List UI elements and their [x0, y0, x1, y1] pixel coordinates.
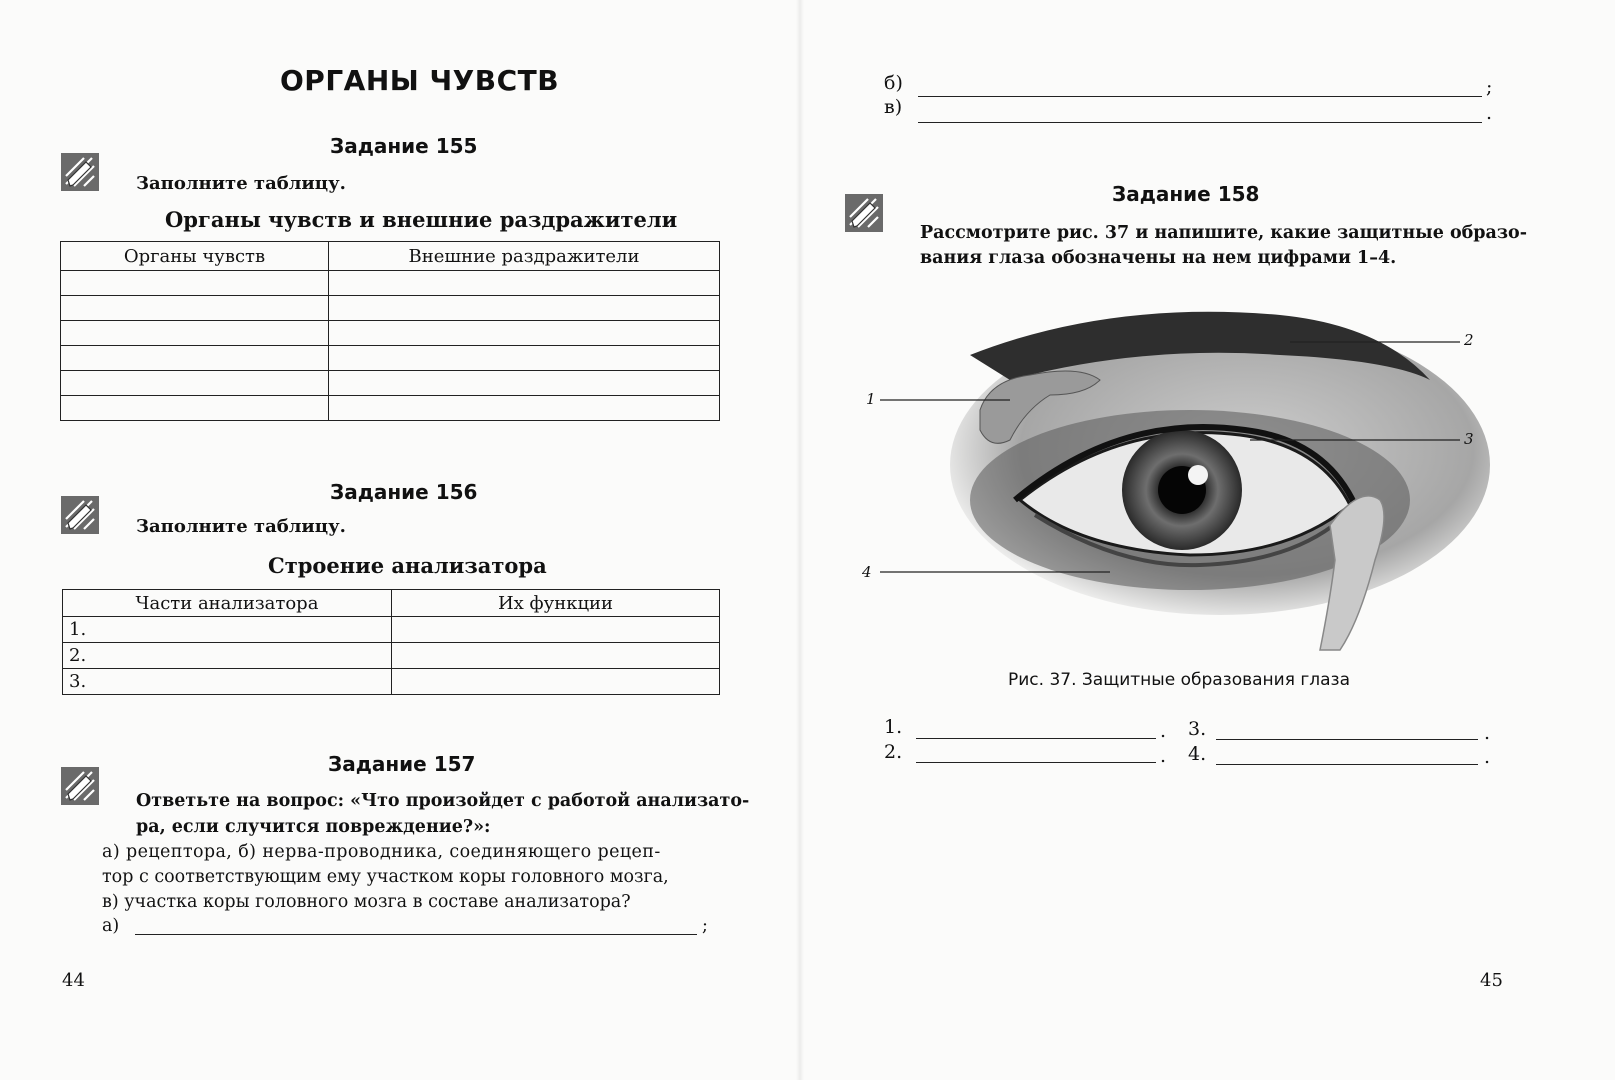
answer-v-line[interactable]: [918, 122, 1482, 123]
task-157-body-line1: а) рецептора, б) нерва-проводника, соединяющего рецеп-: [102, 842, 661, 862]
analyzer-table: [62, 589, 720, 695]
table-cell[interactable]: [61, 271, 329, 296]
answer-2-line[interactable]: [916, 762, 1156, 763]
page-number-right: 45: [1480, 970, 1503, 991]
answer-1-line[interactable]: [916, 738, 1156, 739]
table-row: [61, 271, 720, 296]
answer-1-end: .: [1160, 720, 1167, 742]
pencil-task-icon: [60, 766, 100, 806]
task-157-question-line1: Ответьте на вопрос: «Что произойдет с работой анализато-: [136, 791, 750, 811]
table-cell[interactable]: [329, 371, 720, 396]
task-156-instruction: Заполните таблицу.: [136, 516, 346, 537]
table-header-row: [61, 242, 720, 271]
table-cell[interactable]: [61, 371, 329, 396]
table-cell[interactable]: [61, 346, 329, 371]
answer-a-line[interactable]: [135, 934, 697, 935]
table-cell[interactable]: [61, 321, 329, 346]
figure-caption: Рис. 37. Защитные образования глаза: [1008, 670, 1351, 690]
table-row: [63, 669, 720, 695]
column-header: Их функции: [392, 590, 720, 617]
callout-label-4: 4: [862, 563, 872, 581]
column-header: Части анализатора: [63, 590, 392, 617]
table-cell[interactable]: [392, 617, 720, 643]
answer-b-end: ;: [1486, 76, 1493, 98]
task-157-heading: Задание 157: [328, 752, 476, 776]
pencil-task-icon: [60, 152, 100, 192]
task-157-body-line2: тор с соответствующим ему участком коры головного мозга,: [102, 867, 669, 887]
task-157-body-line3: в) участка коры головного мозга в составе анализатора?: [102, 892, 631, 912]
section-title: ОРГАНЫ ЧУВСТВ: [280, 64, 560, 97]
answer-a-label: а): [102, 916, 120, 936]
table-row: [63, 643, 720, 669]
answer-3-end: .: [1484, 722, 1491, 744]
table-row: [61, 396, 720, 421]
task-155-table-title: Органы чувств и внешние раздражители: [165, 207, 678, 232]
table-cell[interactable]: [392, 643, 720, 669]
left-page: [0, 0, 800, 1080]
callout-label-3: 3: [1464, 430, 1474, 448]
eye-figure: [860, 300, 1500, 660]
task-157-question-line2: ра, если случится повреждение?»:: [136, 817, 491, 837]
answer-4-end: .: [1484, 746, 1491, 768]
answer-2-label: 2.: [884, 741, 903, 763]
table-header-row: [63, 590, 720, 617]
table-cell[interactable]: [61, 396, 329, 421]
task-158-heading: Задание 158: [1112, 182, 1260, 206]
column-header: Органы чувств: [61, 242, 329, 271]
answer-v-end: .: [1486, 102, 1493, 124]
row-number[interactable]: 3.: [63, 669, 392, 695]
pencil-task-icon: [60, 495, 100, 535]
table-row: [61, 296, 720, 321]
table-row: [61, 321, 720, 346]
task-155-heading: Задание 155: [330, 134, 478, 158]
callout-label-2: 2: [1464, 331, 1474, 349]
answer-1-label: 1.: [884, 716, 903, 738]
callout-label-1: 1: [866, 390, 876, 408]
task-158-instruction-line2: вания глаза обозначены на нем цифрами 1–4.: [920, 248, 1397, 268]
right-page: [800, 0, 1615, 1080]
task-155-instruction: Заполните таблицу.: [136, 173, 346, 194]
table-cell[interactable]: [329, 396, 720, 421]
pencil-task-icon: [844, 193, 884, 233]
task-156-heading: Задание 156: [330, 480, 478, 504]
answer-3-line[interactable]: [1216, 739, 1478, 740]
answer-a-end: ;: [702, 916, 708, 936]
page-number-left: 44: [62, 970, 85, 991]
table-cell[interactable]: [61, 296, 329, 321]
answer-4-line[interactable]: [1216, 764, 1478, 765]
table-cell[interactable]: [329, 346, 720, 371]
task-156-table-title: Строение анализатора: [268, 553, 547, 578]
senses-table: [60, 241, 720, 421]
row-number[interactable]: 1.: [63, 617, 392, 643]
table-row: [61, 371, 720, 396]
table-row: [63, 617, 720, 643]
answer-3-label: 3.: [1188, 718, 1207, 740]
answer-v-label: в): [884, 96, 903, 118]
column-header: Внешние раздражители: [329, 242, 720, 271]
answer-4-label: 4.: [1188, 743, 1207, 765]
table-row: [61, 346, 720, 371]
answer-b-label: б): [884, 72, 903, 94]
table-cell[interactable]: [392, 669, 720, 695]
answer-2-end: .: [1160, 745, 1167, 767]
row-number[interactable]: 2.: [63, 643, 392, 669]
table-cell[interactable]: [329, 296, 720, 321]
table-cell[interactable]: [329, 271, 720, 296]
table-cell[interactable]: [329, 321, 720, 346]
answer-b-line[interactable]: [918, 96, 1482, 97]
task-158-instruction-line1: Рассмотрите рис. 37 и напишите, какие защитные образо-: [920, 223, 1527, 243]
